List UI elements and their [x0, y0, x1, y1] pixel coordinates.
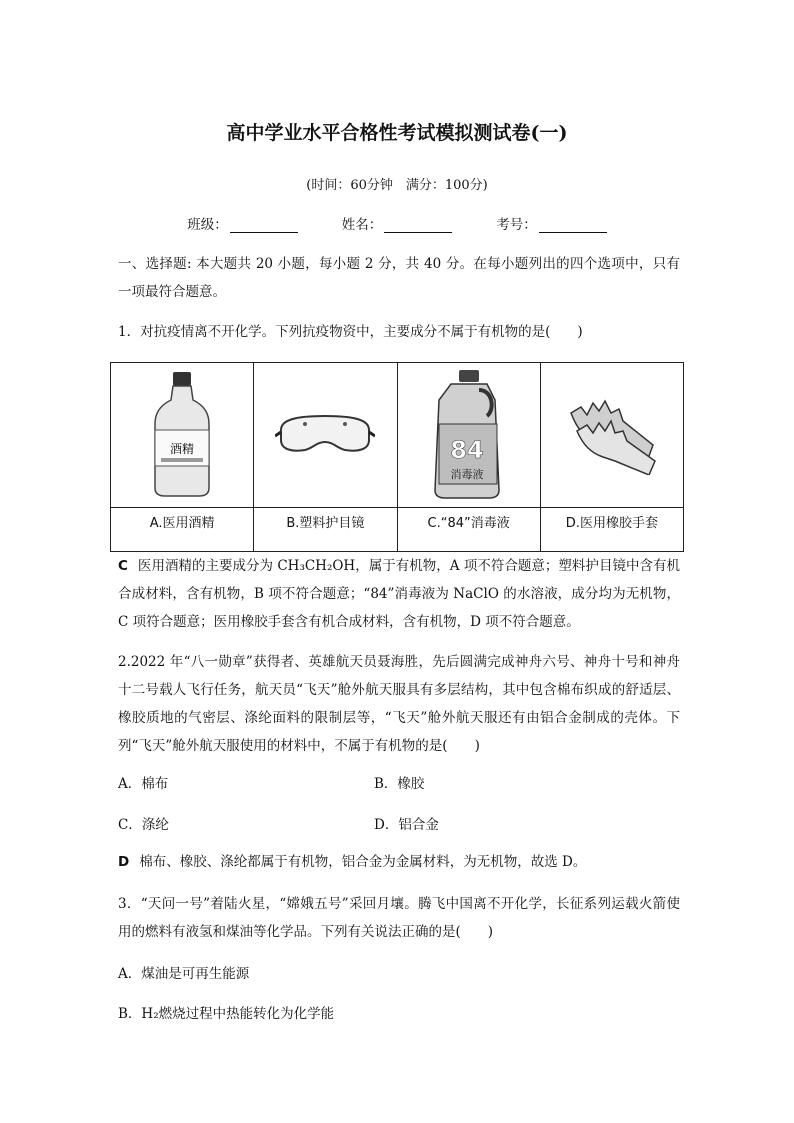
question-1-answer [118, 552, 680, 636]
student-info-row [0, 213, 794, 233]
section-heading: 一、选择题: 本大题共 20 小题，每小题 2 分，共 40 分。在每小题列出的四个选项中，只有一项最符合题意。 [118, 256, 680, 300]
option-d-cell [541, 363, 683, 551]
option-a-cell [111, 363, 254, 551]
q2-option-c: C．涤纶 [118, 817, 169, 833]
question-2-answer [118, 848, 680, 876]
bottle-label-text: 酒精 [170, 442, 195, 457]
question-2-options-row-1 [118, 772, 680, 792]
name-label: 姓名： [341, 217, 383, 233]
class-label: 班级： [187, 217, 228, 233]
question-2-options-row-2 [118, 813, 680, 833]
question-2-stem: 2.2022 年“八一勋章”获得者、英雄航天员聂海胜，先后圆满完成神舟六号、神舟十号和神舟十二号载人飞行任务，航天员“飞天”舱外航天服具有多层结构，其中包含棉布织成的舒适层、橡胶质地的气密层、涤纶面料的限制层等，“飞天”舱外航天服还有由铝合金制成的壳体。下列“飞天”舱外航天服使用的材料中，不属于有机物的是( ) [118, 654, 680, 754]
question-1-answer-letter: C [118, 558, 128, 574]
question-3-stem: 3．“天问一号”着陆火星，“嫦娥五号”采回月壤。腾飞中国离不开化学，长征系列运载火箭使用的燃料有液氢和煤油等化学品。下列有关说法正确的是( ) [118, 896, 680, 940]
disinfectant-jug-icon [429, 370, 509, 500]
goggles-icon [275, 410, 375, 460]
class-blank [230, 218, 298, 233]
question-2-answer-letter: D [118, 854, 130, 870]
number-field [496, 213, 607, 233]
option-a-caption: A.医用酒精 [111, 507, 253, 551]
q2-option-a: A．棉布 [118, 776, 169, 792]
question-1-stem: 1．对抗疫情离不开化学。下列抗疫物资中，主要成分不属于有机物的是( ) [118, 324, 583, 340]
question-2-answer-text: 棉布、橡胶、涤纶都属于有机物，铝合金为金属材料，为无机物，故选 D。 [139, 854, 587, 870]
q2-option-d: D．铝合金 [374, 817, 439, 833]
q2-option-b: B．橡胶 [374, 776, 425, 792]
number-blank [539, 218, 607, 233]
rubber-gloves-icon [567, 395, 657, 475]
name-blank [384, 218, 452, 233]
class-field [187, 213, 298, 233]
svg-text:84: 84 [449, 436, 484, 465]
question-1-image-table [110, 362, 684, 552]
page-title: 高中学业水平合格性考试模拟测试卷(一) [226, 122, 568, 144]
q3-option-a: A．煤油是可再生能源 [118, 966, 250, 982]
option-b-caption: B.塑料护目镜 [254, 507, 396, 551]
option-b-cell [254, 363, 397, 551]
option-d-caption: D.医用橡胶手套 [541, 507, 683, 551]
exam-time-info: (时间：60分钟 满分：100分) [306, 178, 488, 193]
option-c-caption: C.“84”消毒液 [398, 507, 540, 551]
alcohol-bottle-icon [147, 370, 217, 500]
option-c-cell [398, 363, 541, 551]
q3-option-b: B．H₂燃烧过程中热能转化为化学能 [118, 1006, 335, 1022]
jug-label-text: 消毒液 [450, 468, 484, 482]
name-field [342, 213, 453, 233]
question-1-answer-text: 医用酒精的主要成分为 CH₃CH₂OH，属于有机物，A 项不符合题意；塑料护目镜中含有机合成材料，含有机物，B 项不符合题意；“84”消毒液为 NaClO 的水溶液，成分均为无机物，C 项符合题意；医用橡胶手套含有机合成材料，含有机物，D 项不符合题意。 [118, 558, 680, 630]
number-label: 考号： [496, 217, 537, 233]
